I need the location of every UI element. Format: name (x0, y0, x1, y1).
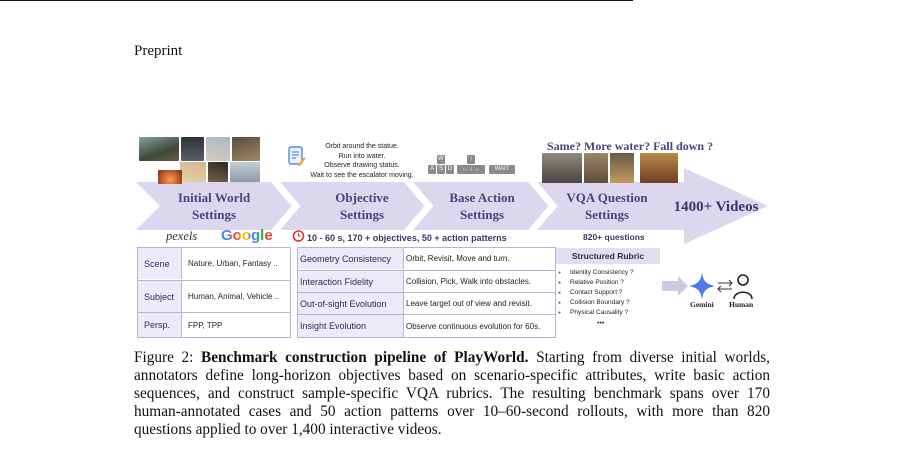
table-row-label: Interaction Fidelity (298, 271, 404, 292)
vqa-photo (640, 153, 678, 183)
running-header: Preprint (134, 43, 183, 59)
rubric-item: ● Collision Boundary ? (558, 299, 630, 306)
vqa-photo (542, 153, 582, 183)
objective-example-line: Orbit around the statue. (325, 143, 399, 150)
vqa-question-count: 820+ questions (583, 232, 645, 242)
rubric-title: Structured Rubric (556, 248, 660, 264)
rubric-item: ● Relative Position ? (558, 279, 624, 286)
table-row-label: Out-of-sight Evolution (298, 293, 404, 314)
world-photo (206, 137, 230, 161)
arrow-keys-row: ← ↓ → (457, 165, 485, 174)
objective-dimension-table (297, 247, 556, 338)
key-d: D (447, 166, 453, 172)
stage-title-line: Objective (335, 190, 389, 205)
stage-title-line: Settings (339, 207, 385, 222)
table-row-value: Collision, Pick, Walk into obstacles. (406, 277, 532, 286)
key-up-arrow: ↑ (467, 155, 475, 164)
stage-title-objective (306, 189, 418, 223)
objective-example-list (296, 142, 428, 180)
stage-title-line: Settings (191, 207, 237, 222)
table-row-label: Insight Evolution (298, 315, 404, 337)
table-row (298, 314, 555, 337)
world-photo (208, 162, 228, 182)
stage-title-line: VQA Question (566, 190, 648, 205)
table-row-value: Leave target out of view and revisit. (406, 299, 532, 308)
caption-body: Starting from diverse initial worlds, annotators define long-horizon objectives based on scenario-specific attributes, write basic action sequences, and construct sample-specific VQA rubrics. The resulting benchmark spans over 170 human-annotated cases and 50 action patterns over 10–60-second rollouts, with more than 820 questions applied to over 1,400 interactive videos. (134, 349, 770, 438)
table-row (138, 280, 290, 312)
table-row (298, 248, 555, 269)
vqa-example-questions: Same? More water? Fall down ? (547, 139, 714, 153)
rubric-item: ● Contact Support ? (558, 289, 622, 296)
key-a: A (429, 166, 434, 172)
rubric-item: ● Identity Consistency ? (558, 269, 634, 276)
human-icon (734, 275, 752, 299)
caption-title: Benchmark construction pipeline of PlayWorld. (201, 349, 529, 366)
stage-title-line: Base Action (449, 190, 515, 205)
rubric-ellipsis: ••• (597, 320, 605, 327)
stage-title-base-action (426, 189, 538, 223)
stage-title-line: Initial World (177, 190, 251, 205)
google-logo (221, 227, 273, 245)
gemini-label: Gemini (690, 300, 714, 309)
table-row-value: Observe continuous evolution for 60s. (406, 321, 541, 331)
stage-title-initial-world (158, 189, 270, 223)
table-row (138, 312, 290, 337)
vqa-photo (584, 153, 608, 183)
world-photo (232, 137, 260, 161)
table-row-value: Orbit, Revisit, Move and turn. (406, 254, 510, 263)
caption-figure-label: Figure 2: (134, 349, 194, 366)
human-label: Human (729, 300, 754, 309)
header-rule (0, 0, 633, 1)
objective-example-line: Observe drawing status. (324, 162, 400, 169)
stage-title-line: Settings (459, 207, 505, 222)
table-row-label: Geometry Consistency (298, 248, 404, 269)
world-photo (230, 162, 260, 182)
google-logo-text: Google (221, 227, 273, 244)
videos-count-label: 1400+ Videos (673, 199, 759, 215)
rubric-to-evaluator-arrow (662, 276, 688, 296)
table-row-label: Persp. (138, 313, 182, 337)
world-photo (139, 137, 179, 161)
gemini-icon (689, 272, 715, 300)
objective-example-line: Run into water. (338, 152, 386, 160)
key-w: W (438, 156, 444, 162)
world-attribute-table (137, 247, 291, 338)
table-row-value: Human, Animal, Vehicle .. (188, 292, 280, 301)
world-photo (181, 137, 204, 161)
vqa-photo (610, 153, 634, 183)
objective-example-line: Wait to see the escalator moving. (310, 171, 414, 179)
table-row (298, 292, 555, 314)
table-row (298, 270, 555, 292)
table-row-value: FPP, TPP (188, 320, 223, 330)
rubric-item: ● Physical Causality ? (558, 309, 628, 316)
table-row-label: Scene (138, 248, 182, 279)
key-wait: WAIT (489, 165, 515, 174)
world-photo (158, 170, 182, 184)
table-row-label: Subject (138, 281, 182, 312)
key-s: S (438, 166, 443, 172)
figure-caption (134, 349, 770, 439)
table-row-value: Nature, Urban, Fantasy .. (188, 259, 278, 268)
world-photo (180, 162, 206, 182)
table-row (138, 248, 290, 279)
stage-title-vqa (548, 189, 666, 223)
stage-title-line: Settings (584, 207, 630, 222)
objective-stats: 10 - 60 s, 170 + objectives, 50 + action patterns (307, 233, 507, 243)
pexels-logo: pexels (166, 229, 198, 243)
alarm-clock-icon (292, 229, 305, 242)
